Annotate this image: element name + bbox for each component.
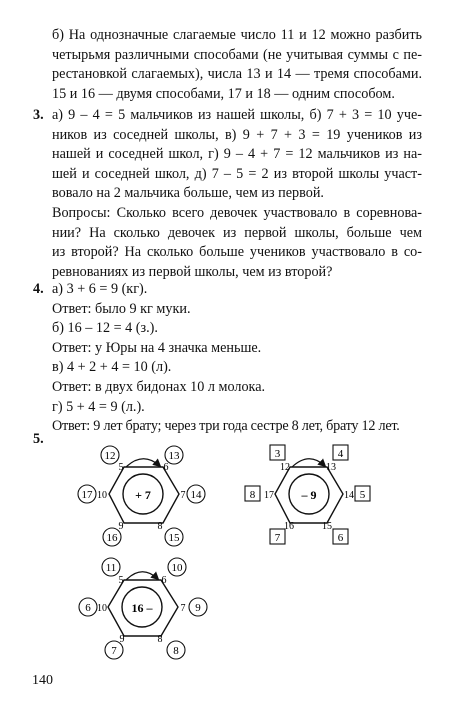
text-line: ников из соседней школы, в) 9 + 7 + 3 = 19 учеников из bbox=[52, 126, 422, 143]
inner-value: 7 bbox=[180, 603, 186, 614]
text-line: ревнованиях из первой школы, чем из второй? bbox=[52, 263, 333, 280]
hexagon-center-op: – 9 bbox=[301, 488, 317, 502]
outer-value: 3 bbox=[274, 448, 281, 460]
outer-value: 6 bbox=[85, 602, 91, 614]
text-line: а) 3 + 6 = 9 (кг). bbox=[52, 281, 148, 297]
inner-value: 5 bbox=[118, 462, 124, 473]
inner-value: 8 bbox=[157, 521, 163, 532]
inner-value: 8 bbox=[157, 634, 163, 645]
text-line: нашей и соседней школ, г) 9 – 4 + 7 = 12 мальчиков из на- bbox=[52, 146, 422, 163]
outer-value: 6 bbox=[337, 532, 344, 544]
text-line: б) На однозначные слагаемые число 11 и 12 можно разбить bbox=[52, 27, 422, 43]
text-line: б) 16 – 12 = 4 (з.). bbox=[52, 320, 158, 337]
hexagon-diagram-1 bbox=[78, 446, 205, 546]
text-line: 15 и 16 — двумя способами, 17 и 18 — одним способом. bbox=[52, 85, 395, 102]
hexagon-center-op: + 7 bbox=[135, 488, 151, 502]
inner-value: 12 bbox=[280, 462, 290, 473]
inner-value: 16 bbox=[284, 521, 294, 532]
outer-value: 17 bbox=[81, 489, 93, 501]
inner-value: 10 bbox=[97, 490, 107, 501]
text-line: вовало на 2 мальчика больше, чем из первой. bbox=[52, 185, 324, 202]
outer-value: 7 bbox=[111, 645, 117, 657]
outer-value: 8 bbox=[249, 489, 256, 501]
outer-value: 11 bbox=[105, 562, 117, 574]
inner-value: 14 bbox=[344, 490, 354, 501]
outer-value: 15 bbox=[168, 532, 180, 544]
inner-value: 15 bbox=[322, 521, 332, 532]
text-line: Ответ: в двух бидонах 10 л молока. bbox=[52, 378, 266, 395]
inner-value: 6 bbox=[163, 462, 169, 473]
inner-value: 5 bbox=[118, 575, 124, 586]
text-line: Ответ: было 9 кг муки. bbox=[52, 300, 191, 317]
task-number-3: 3. bbox=[33, 107, 44, 123]
inner-value: 10 bbox=[97, 603, 107, 614]
outer-value: 16 bbox=[106, 532, 118, 544]
text-line: а) 9 – 4 = 5 мальчиков из нашей школы, б) 7 + 3 = 10 уче- bbox=[52, 107, 422, 123]
outer-value: 8 bbox=[173, 645, 179, 657]
outer-value: 10 bbox=[171, 562, 183, 574]
text-line: Ответ: 9 лет брату; через три года сестре 8 лет, брату 12 лет. bbox=[52, 418, 400, 435]
text-line: г) 5 + 4 = 9 (л.). bbox=[52, 398, 145, 415]
outer-value: 12 bbox=[104, 450, 116, 462]
text-line: Ответ: у Юры на 4 значка меньше. bbox=[52, 339, 262, 356]
text-line: четырьмя различными способами (не учитывая суммы с пе- bbox=[52, 46, 422, 63]
outer-value: 7 bbox=[274, 532, 281, 544]
text-line: в) 4 + 2 + 4 = 10 (л). bbox=[52, 359, 172, 376]
inner-value: 17 bbox=[264, 490, 274, 501]
text-line: из второй? На сколько больше учеников участвовало в со- bbox=[52, 244, 422, 261]
inner-value: 7 bbox=[180, 490, 186, 501]
outer-value: 9 bbox=[195, 602, 201, 614]
inner-value: 9 bbox=[118, 521, 124, 532]
text-line: рестановкой слагаемых), числа 13 и 14 — тремя способами. bbox=[52, 66, 422, 83]
outer-value: 4 bbox=[337, 448, 344, 460]
outer-value: 13 bbox=[168, 450, 180, 462]
inner-value: 13 bbox=[326, 462, 336, 473]
task-number-4: 4. bbox=[33, 281, 44, 297]
text-line: Вопросы: Сколько всего девочек участвовало в соревнова- bbox=[52, 205, 422, 221]
text-line: шей и соседней школ, д) 7 – 5 = 2 из второй школы участ- bbox=[52, 165, 422, 182]
outer-value: 5 bbox=[359, 489, 366, 501]
outer-value: 14 bbox=[190, 489, 202, 501]
hexagon-diagram-3 bbox=[79, 558, 207, 659]
text-line: нии? На сколько девочек из первой школы, больше чем bbox=[52, 224, 422, 241]
task-number-5: 5. bbox=[33, 431, 44, 447]
inner-value: 9 bbox=[119, 634, 125, 645]
hexagon-diagram-2 bbox=[245, 445, 370, 544]
hexagon-center-op: 16 – bbox=[131, 601, 153, 615]
inner-value: 6 bbox=[161, 575, 167, 586]
page-number: 140 bbox=[32, 673, 53, 688]
